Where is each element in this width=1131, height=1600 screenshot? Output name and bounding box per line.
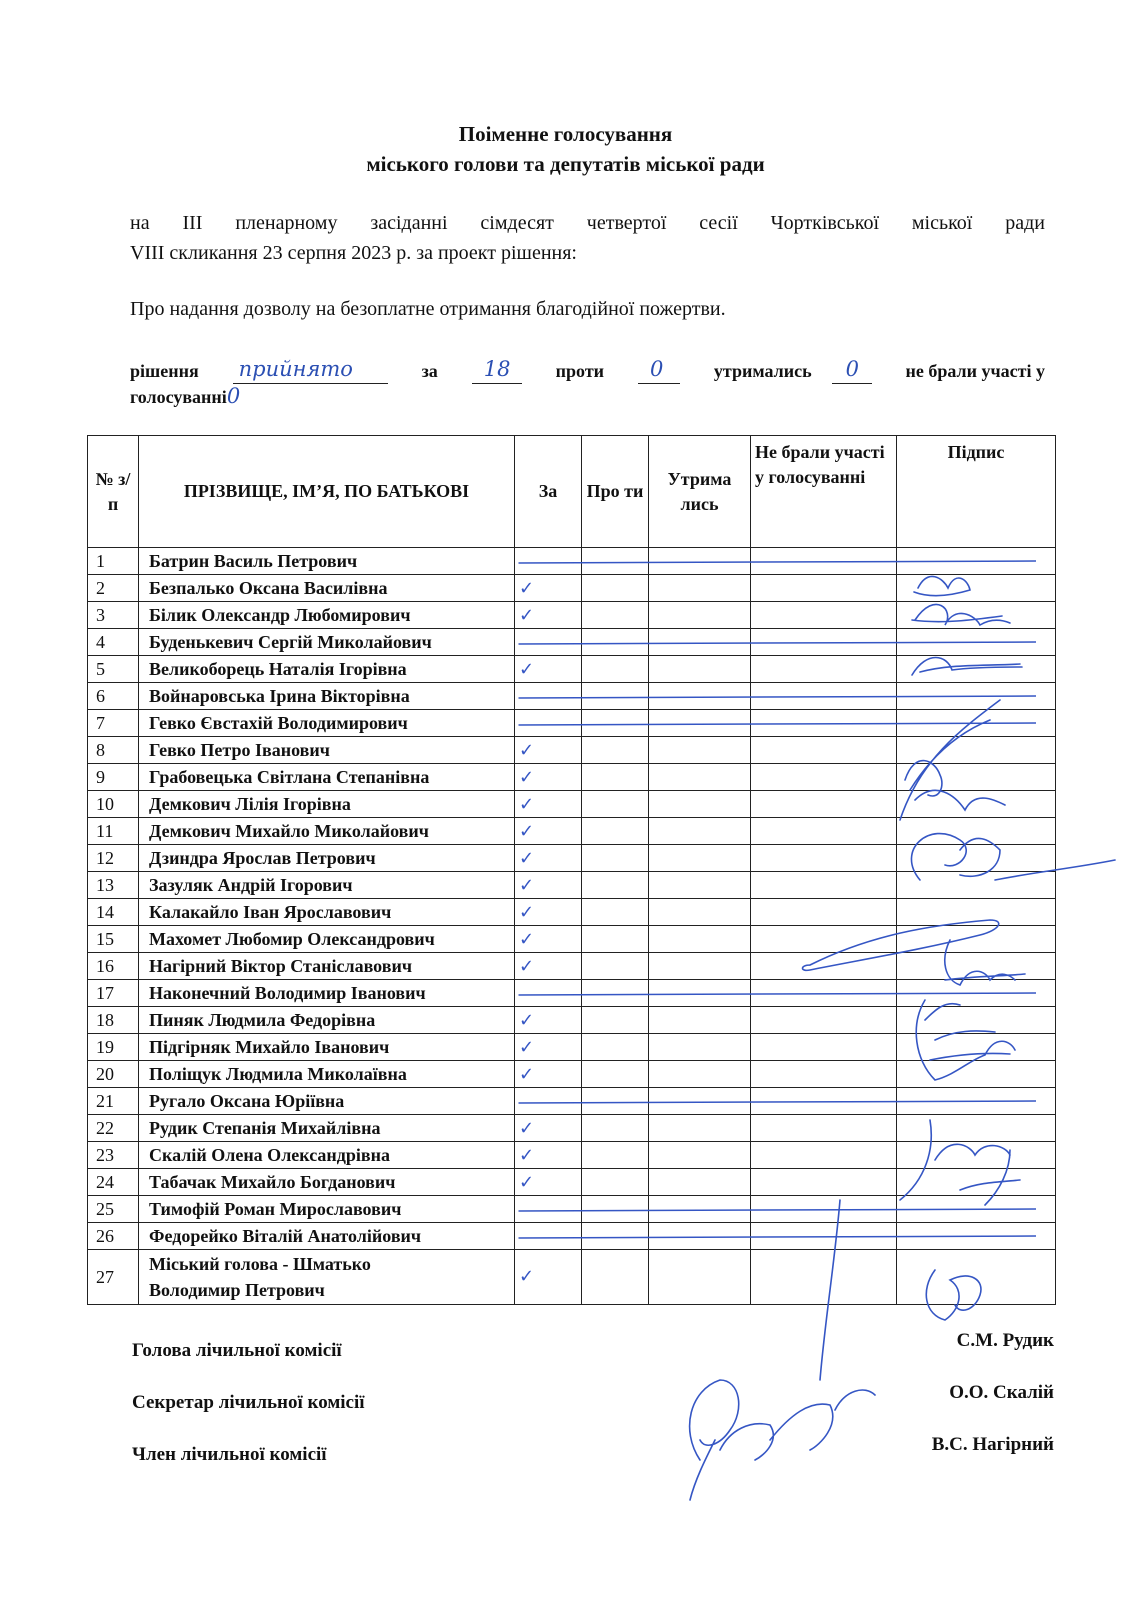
signature-row-27 — [926, 1270, 981, 1320]
row-za-mark: ✓ — [515, 1061, 582, 1088]
row-name: Наконечний Володимир Іванович — [139, 980, 515, 1007]
row-za-mark: ✓ — [515, 899, 582, 926]
strike-line — [519, 561, 1037, 563]
header-utrymalys: Утрима лись — [649, 436, 751, 548]
row-za-mark: ✓ — [515, 818, 582, 845]
row-name: Батрин Василь Петрович — [139, 548, 515, 575]
row-name: Нагірний Віктор Станіславович — [139, 953, 515, 980]
row-za-mark: ✓ — [515, 656, 582, 683]
row-number: 13 — [88, 872, 139, 899]
ne-braly-label-2: голосуванні — [130, 387, 227, 407]
document-title: Поіменне голосування — [458, 122, 673, 146]
signature-scribbles — [690, 576, 1115, 1500]
row-name: Великоборець Наталія Ігорівна — [139, 656, 515, 683]
ne-braly-label: не брали участі у — [905, 361, 1045, 381]
za-count-handwritten: 18 — [483, 357, 511, 381]
proty-label: проти — [555, 361, 605, 381]
strike-line — [519, 696, 1037, 698]
row-name: Ругало Оксана Юріївна — [139, 1088, 515, 1115]
row-number: 2 — [88, 575, 139, 602]
intro-line-1: на ІІІ пленарному засіданні сімдесят четвертої сесії Чортківської міської ради — [130, 212, 1045, 234]
row-number: 8 — [88, 737, 139, 764]
row-name: Табачак Михайло Богданович — [139, 1169, 515, 1196]
signature-row-22-24 — [900, 1120, 1020, 1205]
row-name-line-1: Міський голова - Шматько — [149, 1254, 371, 1274]
utrymalys-count-handwritten: 0 — [845, 357, 859, 381]
strike-lines — [519, 561, 1037, 1238]
signature-row-16 — [945, 940, 1025, 985]
row-name: Махомет Любомир Олександрович — [139, 926, 515, 953]
header-proty: Про ти — [582, 436, 649, 548]
row-number: 22 — [88, 1115, 139, 1142]
row-name: Білик Олександр Любомирович — [139, 602, 515, 629]
row-za-mark: ✓ — [515, 1007, 582, 1034]
signature-row-2 — [914, 576, 970, 595]
row-number: 11 — [88, 818, 139, 845]
strike-line — [519, 642, 1037, 644]
strike-line — [519, 723, 1037, 725]
signature-row-12-14 — [911, 834, 1115, 880]
decision-label: рішення — [130, 361, 199, 381]
utrymalys-label: утримались — [713, 361, 812, 381]
row-name: Федорейко Віталій Анатолійович — [139, 1223, 515, 1250]
row-number: 26 — [88, 1223, 139, 1250]
row-number: 18 — [88, 1007, 139, 1034]
secretary-label: Секретар лічильної комісії — [132, 1392, 365, 1413]
member-label: Член лічильної комісії — [132, 1444, 327, 1465]
row-number: 3 — [88, 602, 139, 629]
row-name: Калакайло Іван Ярославович — [139, 899, 515, 926]
row-number: 23 — [88, 1142, 139, 1169]
row-name: Демкович Михайло Миколайович — [139, 818, 515, 845]
row-number: 17 — [88, 980, 139, 1007]
row-name-line-2: Володимир Петрович — [149, 1280, 325, 1300]
row-number: 16 — [88, 953, 139, 980]
draft-subject: Про надання дозволу на безоплатне отримання благодійної пожертви. — [130, 298, 726, 320]
row-number: 7 — [88, 710, 139, 737]
row-za-mark: ✓ — [515, 1250, 582, 1305]
secretary-name: О.О. Скалій — [949, 1382, 1054, 1403]
row-name: Тимофій Роман Мирославович — [139, 1196, 515, 1223]
signature-commission — [690, 1200, 875, 1500]
row-name: Поліщук Людмила Миколаївна — [139, 1061, 515, 1088]
row-number: 10 — [88, 791, 139, 818]
row-number: 15 — [88, 926, 139, 953]
ne-braly-count-handwritten: 0 — [226, 384, 241, 408]
header-ne-braly: Не брали участі у голосуванні — [751, 436, 897, 548]
strike-line — [519, 1209, 1037, 1211]
row-name: Пиняк Людмила Федорівна — [139, 1007, 515, 1034]
row-name: Демкович Лілія Ігорівна — [139, 791, 515, 818]
row-number: 1 — [88, 548, 139, 575]
signature-row-7-11 — [900, 700, 1005, 820]
row-name: Гевко Петро Іванович — [139, 737, 515, 764]
row-name: Безпалько Оксана Василівна — [139, 575, 515, 602]
strike-line — [519, 1101, 1037, 1103]
row-number: 5 — [88, 656, 139, 683]
header-za: За — [515, 436, 582, 548]
row-za-mark: ✓ — [515, 791, 582, 818]
header-pidpys: Підпис — [897, 436, 1056, 548]
row-number: 14 — [88, 899, 139, 926]
row-za-mark: ✓ — [515, 1169, 582, 1196]
intro-line-2: VІІІ скликання 23 серпня 2023 р. за проект рішення: — [130, 242, 577, 264]
signature-row-3 — [912, 604, 1010, 625]
signature-row-15 — [803, 920, 999, 970]
row-name: Скалій Олена Олександрівна — [139, 1142, 515, 1169]
row-name: Підгірняк Михайло Іванович — [139, 1034, 515, 1061]
row-name: Войнаровська Ірина Вікторівна — [139, 683, 515, 710]
row-number: 25 — [88, 1196, 139, 1223]
row-za-mark: ✓ — [515, 764, 582, 791]
row-za-mark: ✓ — [515, 953, 582, 980]
decision-result-handwritten: прийнято — [238, 357, 353, 381]
row-za-mark: ✓ — [515, 737, 582, 764]
member-name: В.С. Нагірний — [931, 1434, 1054, 1455]
row-number: 19 — [88, 1034, 139, 1061]
row-za-mark: ✓ — [515, 1115, 582, 1142]
chair-name: С.М. Рудик — [956, 1330, 1054, 1351]
row-name: Грабовецька Світлана Степанівна — [139, 764, 515, 791]
strike-line — [519, 1236, 1037, 1238]
row-name: Буденькевич Сергій Миколайович — [139, 629, 515, 656]
row-za-mark: ✓ — [515, 602, 582, 629]
signature-row-18-20 — [916, 1000, 1015, 1080]
row-za-mark: ✓ — [515, 575, 582, 602]
row-number: 27 — [88, 1250, 139, 1305]
row-number: 24 — [88, 1169, 139, 1196]
row-name: Дзиндра Ярослав Петрович — [139, 845, 515, 872]
header-name: ПРІЗВИЩЕ, ІМ’Я, ПО БАТЬКОВІ — [139, 436, 515, 548]
row-number: 9 — [88, 764, 139, 791]
strike-line — [519, 993, 1037, 995]
row-number: 21 — [88, 1088, 139, 1115]
row-name: Гевко Євстахій Володимирович — [139, 710, 515, 737]
row-number: 12 — [88, 845, 139, 872]
signature-row-5 — [912, 658, 1022, 676]
row-za-mark: ✓ — [515, 845, 582, 872]
chair-label: Голова лічильної комісії — [132, 1340, 342, 1361]
za-label: за — [421, 361, 438, 381]
row-za-mark: ✓ — [515, 1142, 582, 1169]
row-number: 20 — [88, 1061, 139, 1088]
row-name: Рудик Степанія Михайлівна — [139, 1115, 515, 1142]
row-number: 6 — [88, 683, 139, 710]
row-name: Зазуляк Андрій Ігорович — [139, 872, 515, 899]
document-subtitle: міського голови та депутатів міської ради — [366, 152, 765, 176]
row-za-mark: ✓ — [515, 1034, 582, 1061]
header-num: № з/п — [88, 436, 139, 548]
row-number: 4 — [88, 629, 139, 656]
row-za-mark: ✓ — [515, 926, 582, 953]
row-za-mark: ✓ — [515, 872, 582, 899]
proty-count-handwritten: 0 — [649, 357, 664, 381]
